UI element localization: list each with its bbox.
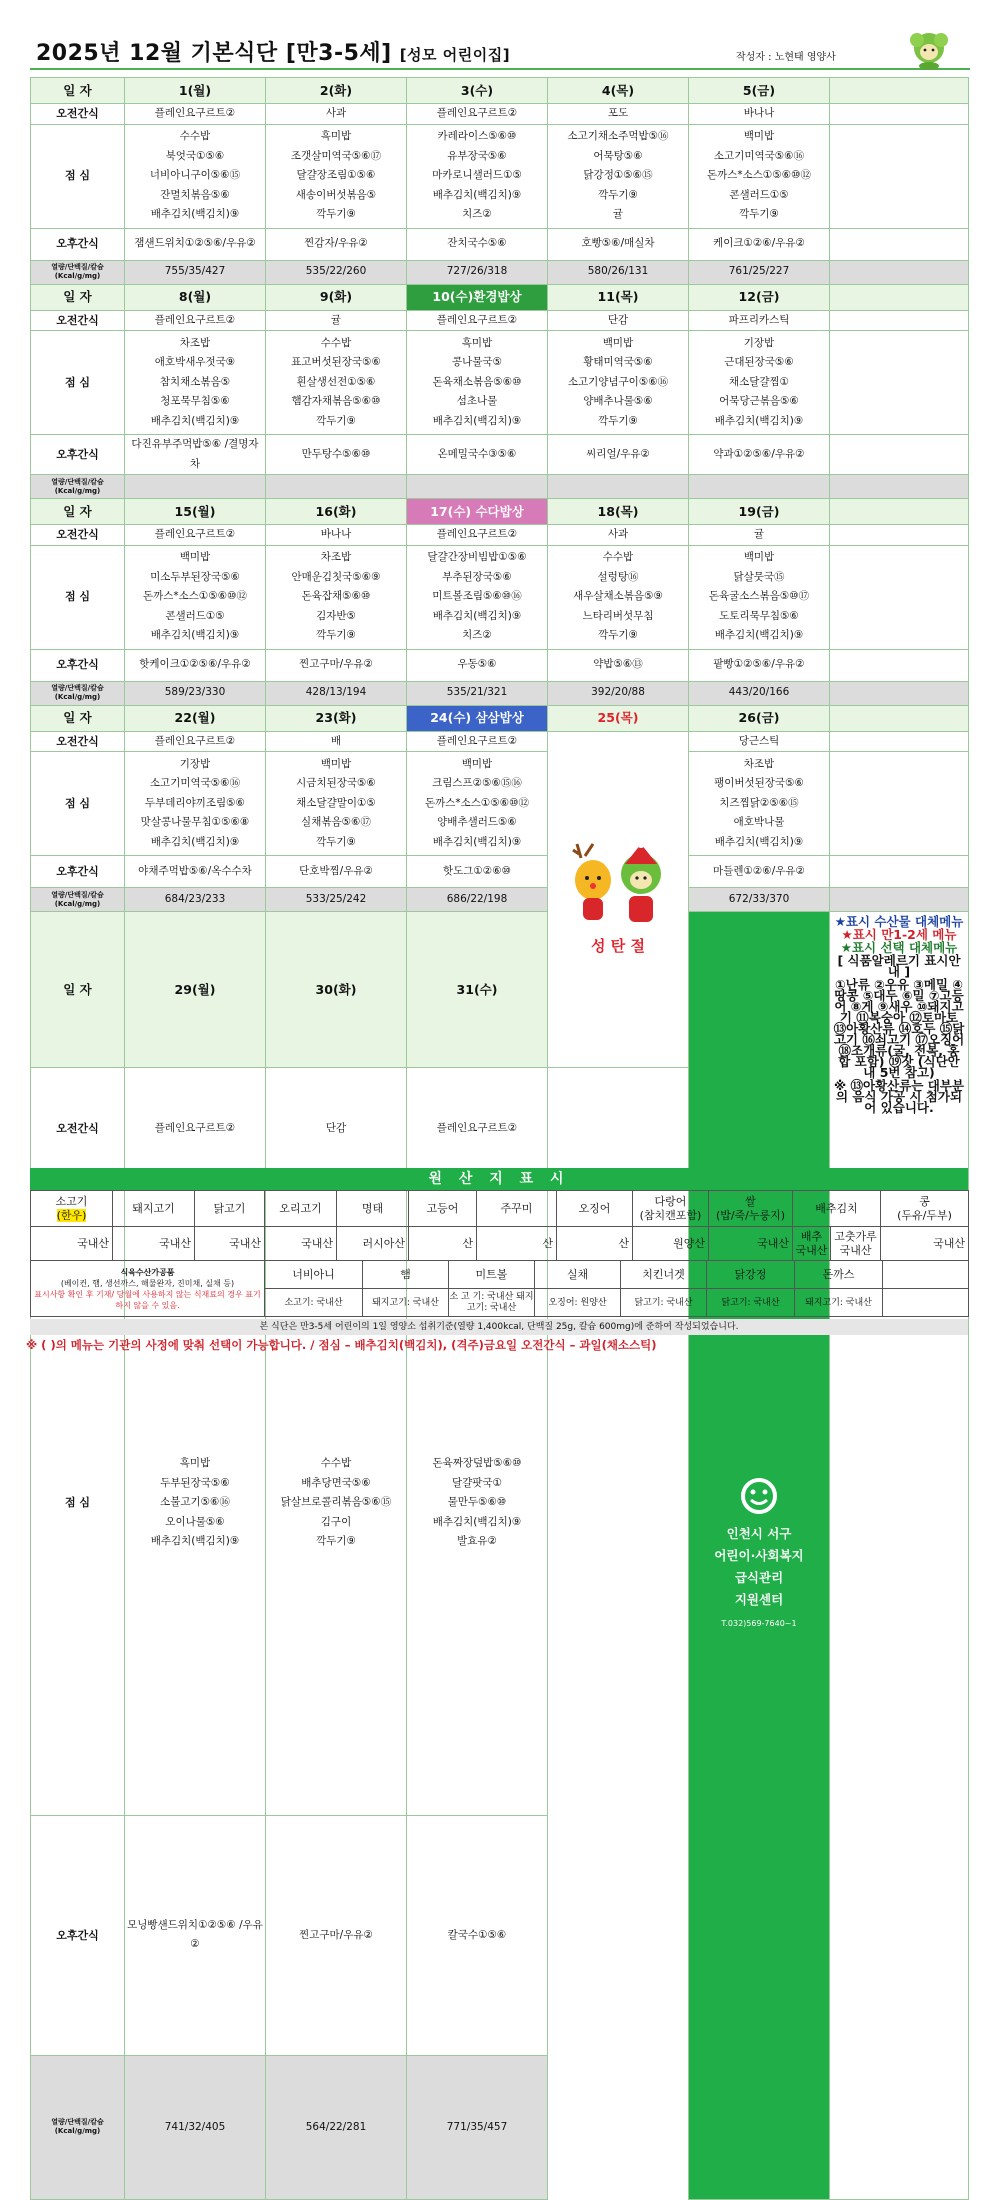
lunch-item: 부추된장국⑤⑥	[442, 570, 512, 583]
lunch-item: 근대된장국⑤⑥	[724, 356, 794, 369]
center-name: 급식관리	[734, 1570, 784, 1585]
lunch-item: 백미밥	[743, 551, 775, 564]
lunch-row: 점 심 백미밥 미소두부된장국⑤⑥ 돈까스*소스①⑤⑥⑩⑫ 콘샐러드①⑤ 배추김치(백김치)⑨ 차조밥 안매운김칫국⑤⑥⑨ 돈육잡채⑤⑥⑩ 김자반⑤ 깍두기⑨ 달걀간장비빔밥①⑤⑥ 부추된장국⑤⑥ 미트볼조림⑤⑥⑩⑯ 배추김치(백김치)⑨ 치즈② 수수밥 설렁탕⑯ 새우살채소볶음⑤⑨ 느타리버섯무침 깍두기⑨ 백미밥 닭살뭇국⑮ 돈육굴소스볶음⑤⑩⑰ 도토리묵무침⑤⑥ 배추김치(백김치)⑨	[31, 545, 969, 649]
lunch-item: 양배추나물⑤⑥	[583, 395, 653, 408]
lunch-item: 백미밥	[461, 757, 493, 770]
lunch-cell	[689, 124, 830, 228]
lunch-item: 수수밥	[602, 551, 634, 564]
lunch-row: 점 심 기장밥 소고기미역국⑤⑥⑯ 두부데리야끼조림⑤⑥ 맛살콩나물무침①⑤⑥⑧ 배추김치(백김치)⑨ 백미밥 시금치된장국⑤⑥ 채소달걀말이①⑤ 실채볶음⑤⑥⑰ 깍두기⑨ 백미밥 크림스프②⑤⑥⑮⑯ 돈까스*소스①⑤⑥⑩⑫ 양배추샐러드⑤⑥ 배추김치(백김치)⑨ 차조밥 팽이버섯된장국⑤⑥ 치즈찜닭②⑤⑥⑮ 애호박나물 배추김치(백김치)⑨	[31, 752, 969, 856]
pm-snack-cell: 씨리얼/우유②	[548, 435, 689, 475]
lunch-cell	[266, 545, 407, 649]
calorie-cell: 589/23/330	[125, 681, 266, 705]
lunch-item: 김구이	[320, 1515, 352, 1528]
lunch-item: 소고기양념구이⑤⑥⑯	[567, 375, 669, 388]
lunch-item: 기장밥	[743, 336, 775, 349]
center-name: 어린이·사회복지	[714, 1548, 804, 1563]
lunch-item: 돈까스*소스①⑤⑥⑩⑫	[424, 796, 530, 809]
allergy-notes: ★표시 수산물 대체메뉴 ★표시 만1-2세 메뉴 ★표시 선택 대체메뉴 [ 식품알레르기 표시안내 ] ①난류 ②우유 ③메밀 ④땅콩 ⑤대두 ⑥밀 ⑦고등어 ⑧게 ⑨새우 ⑩돼지고기 ⑪복숭아 ⑫토마토 ⑬아황산류 ⑭호두 ⑮닭고기 ⑯쇠고기 ⑰오징어 ⑱조개류(굴, 전복, 홍합 포함) ⑲잣 (식단안내 5번 참고) ※ ⑬아황산류는 대부분의 음식 가공 시 첨가되어 있습니다.	[830, 912, 969, 2200]
kimchi-pepper: 고춧가루 국내산	[831, 1227, 881, 1261]
center-phone: T.032)569-7640~1	[721, 1619, 797, 1628]
lunch-cell	[689, 331, 830, 435]
lunch-item: 참치채소볶음⑤	[159, 375, 231, 388]
day-cell: 19(금)	[689, 499, 830, 525]
lunch-item: 소불고기⑤⑥⑯	[160, 1496, 230, 1509]
lunch-item: 맛살콩나물무침①⑤⑥⑧	[140, 816, 250, 829]
calorie-cell: 428/13/194	[266, 681, 407, 705]
am-snack-cell: 플레인요구르트②	[407, 310, 548, 331]
day-label: 일 자	[31, 284, 125, 310]
pm-snack-cell: 온메밀국수③⑤⑥	[407, 435, 548, 475]
page-title: 2025년 12월 기본식단 [만3-5세] [성모 어린이집]	[36, 41, 511, 66]
lunch-item: 돈까스*소스①⑤⑥⑩⑫	[142, 590, 248, 603]
lunch-row: 점 심 차조밥 애호박새우젓국⑨ 참치채소볶음⑤ 청포묵무침⑤⑥ 배추김치(백김치)⑨ 수수밥 표고버섯된장국⑤⑥ 흰살생선전①⑤⑥ 햄감자채볶음⑤⑥⑩ 깍두기⑨ 흑미밥 콩나물국⑤ 돈육채소볶음⑤⑥⑩ 섬초나물 배추김치(백김치)⑨ 백미밥 황태미역국⑤⑥ 소고기양념구이⑤⑥⑯ 양배추나물⑤⑥ 깍두기⑨ 기장밥 근대된장국⑤⑥ 채소달걀찜① 어묵당근볶음⑤⑥ 배추김치(백김치)⑨	[31, 331, 969, 435]
lunch-item: 기장밥	[179, 757, 211, 770]
day-cell: 1(월)	[125, 78, 266, 104]
pm-snack-cell: 케이크①②⑥/우유②	[689, 228, 830, 260]
lunch-item: 청포묵무침⑤⑥	[160, 395, 230, 408]
pm-snack-cell: 모닝빵샌드위치①②⑤⑥ /우유②	[125, 1815, 266, 2055]
lunch-item: 수수밥	[179, 130, 211, 143]
lunch-item: 달걀팟국①	[452, 1476, 502, 1489]
lunch-item: 치즈②	[462, 208, 492, 221]
lunch-item: 마카로니샐러드①⑤	[432, 169, 522, 182]
nutrition-note: 본 식단은 만3-5세 어린이의 1일 영양소 섭취기준(열량 1,400kcal, 단백질 25g, 칼슘 600mg)에 준하여 작성되었습니다.	[30, 1319, 968, 1335]
am-snack-cell: 플레인요구르트②	[125, 310, 266, 331]
lunch-item: 표고버섯된장국⑤⑥	[291, 356, 381, 369]
lunch-item: 백미밥	[320, 757, 352, 770]
lunch-item: 북엇국①⑤⑥	[165, 149, 225, 162]
lunch-item: 치즈②	[462, 629, 492, 642]
calorie-cell: 755/35/427	[125, 260, 266, 284]
lunch-item: 새우살채소볶음⑤⑨	[573, 590, 663, 603]
mascot-icon	[905, 30, 953, 70]
calorie-cell: 686/22/198	[407, 888, 548, 912]
day-cell: 24(수) 삼삼밥상	[407, 705, 548, 731]
pm-snack-cell: 마들렌①②⑥/우유②	[689, 856, 830, 888]
lunch-item: 발효유②	[457, 1535, 497, 1548]
lunch-item: 돈육짜장덮밥⑤⑥⑩	[432, 1457, 522, 1470]
am-snack-cell: 플레인요구르트②	[125, 1068, 266, 1191]
day-cell: 9(화)	[266, 284, 407, 310]
lunch-cell	[548, 124, 689, 228]
lunch-item: 물만두⑤⑥⑩	[447, 1496, 507, 1509]
lunch-item: 소고기미역국⑤⑥⑯	[149, 777, 241, 790]
lunch-item: 돈육잡채⑤⑥⑩	[301, 590, 371, 603]
am-snack-cell: 바나나	[689, 104, 830, 125]
calorie-cell: 535/21/321	[407, 681, 548, 705]
calorie-row: 열량/단백질/칼슘 (Kcal/g/mg) 589/23/330 428/13/194 535/21/321 392/20/88 443/20/166	[31, 681, 969, 705]
am-snack-cell: 사과	[548, 525, 689, 546]
lunch-item: 시금치된장국⑤⑥	[296, 777, 376, 790]
lunch-item: 깍두기⑨	[598, 414, 638, 427]
am-snack-cell: 사과	[266, 104, 407, 125]
lunch-item: 황태미역국⑤⑥	[583, 356, 653, 369]
lunch-item: 깍두기⑨	[598, 188, 638, 201]
day-row	[31, 284, 969, 310]
day-cell: 30(화)	[266, 912, 407, 1068]
calorie-cell: 684/23/233	[125, 888, 266, 912]
day-label: 일 자	[31, 912, 125, 1068]
lunch-item: 돈육채소볶음⑤⑥⑩	[432, 375, 522, 388]
pm-snack-cell: 약과①②⑤⑥/우유②	[689, 435, 830, 475]
pm-snack-cell: 팥빵①②⑤⑥/우유②	[689, 649, 830, 681]
calorie-cell: 771/35/457	[407, 2055, 548, 2199]
pm-snack-cell: 야채주먹밥⑤⑥/옥수수차	[125, 856, 266, 888]
lunch-item: 너비아니구이⑤⑥⑮	[149, 169, 241, 182]
pm-snack-cell: 핫도그①②⑥⑩	[407, 856, 548, 888]
lunch-item: 카레라이스⑤⑥⑩	[437, 130, 517, 143]
pm-snack-cell: 잼샌드위치①②⑤⑥/우유②	[125, 228, 266, 260]
lunch-cell	[125, 331, 266, 435]
lunch-item: 느타리버섯무침	[582, 609, 654, 622]
day-row	[31, 912, 969, 1068]
pm-snack-row: 오후간식 야채주먹밥⑤⑥/옥수수차 단호박찜/우유② 핫도그①②⑥⑩ 마들렌①②⑥/우유②	[31, 856, 969, 888]
center-name: 인천시 서구	[726, 1526, 792, 1541]
lunch-cell	[407, 545, 548, 649]
lunch-cell	[407, 124, 548, 228]
lunch-item: 배추김치(백김치)⑨	[714, 835, 804, 848]
lunch-item: 깍두기⑨	[316, 629, 356, 642]
lunch-cell	[407, 752, 548, 856]
calorie-cell	[689, 475, 830, 499]
calorie-cell: 672/33/370	[689, 888, 830, 912]
selection-note: ※ ( )의 메뉴는 기관의 사정에 맞춰 선택이 가능합니다. / 점심 – 배추김치(백김치), (격주)금요일 오전간식 – 과일(채소스틱)	[26, 1338, 657, 1352]
calorie-cell	[407, 475, 548, 499]
calorie-row: 열량/단백질/칼슘 (Kcal/g/mg)	[31, 475, 969, 499]
day-cell: 15(월)	[125, 499, 266, 525]
am-snack-row: 오전간식 플레인요구르트② 단감 플레인요구르트②	[31, 1068, 969, 1191]
am-snack-cell: 파프리카스틱	[689, 310, 830, 331]
am-snack-cell: 플레인요구르트②	[125, 104, 266, 125]
lunch-item: 배추김치(백김치)⑨	[432, 609, 522, 622]
am-snack-cell: 귤	[266, 310, 407, 331]
calorie-cell: 727/26/318	[407, 260, 548, 284]
lunch-cell	[548, 545, 689, 649]
lunch-cell	[266, 752, 407, 856]
am-snack-row: 오전간식 플레인요구르트② 사과 플레인요구르트② 포도 바나나	[31, 104, 969, 125]
lunch-item: 배추김치(백김치)⑨	[432, 414, 522, 427]
lunch-cell	[125, 124, 266, 228]
lunch-item: 어묵당근볶음⑤⑥	[719, 395, 799, 408]
lunch-item: 오이나물⑤⑥	[165, 1515, 225, 1528]
lunch-row: 점 심 수수밥 북엇국①⑤⑥ 너비아니구이⑤⑥⑮ 잔멸치볶음⑤⑥ 배추김치(백김치)⑨ 흑미밥 조갯살미역국⑤⑥⑰ 달걀장조림①⑤⑥ 새송이버섯볶음⑤ 깍두기⑨ 카레라이스⑤⑥⑩ 유부장국⑤⑥ 마카로니샐러드①⑤ 배추김치(백김치)⑨ 치즈② 소고기채소주먹밥⑤⑯ 어묵탕⑤⑥ 닭강정①⑤⑥⑮ 깍두기⑨ 귤 백미밥 소고기미역국⑤⑥⑯ 돈까스*소스①⑤⑥⑩⑫ 콘샐러드①⑤ 깍두기⑨	[31, 124, 969, 228]
lunch-item: 미소두부된장국⑤⑥	[150, 570, 240, 583]
lunch-cell	[125, 545, 266, 649]
lunch-item: 새송이버섯볶음⑤	[295, 188, 377, 201]
calorie-cell: 580/26/131	[548, 260, 689, 284]
calorie-cell	[266, 475, 407, 499]
origin-rice: 쌀 (밥/죽/누룽지)	[709, 1191, 793, 1227]
lunch-item: 깍두기⑨	[316, 835, 356, 848]
lunch-cell	[125, 752, 266, 856]
calorie-cell: 443/20/166	[689, 681, 830, 705]
lunch-item: 팽이버섯된장국⑤⑥	[714, 777, 804, 790]
day-cell: 22(월)	[125, 705, 266, 731]
lunch-item: 잔멸치볶음⑤⑥	[160, 188, 230, 201]
lunch-item: 배추김치(백김치)⑨	[150, 208, 240, 221]
lunch-item: 배추김치(백김치)⑨	[150, 629, 240, 642]
lunch-row: 점 심 흑미밥 두부된장국⑤⑥ 소불고기⑤⑥⑯ 오이나물⑤⑥ 배추김치(백김치)⑨ 수수밥 배추당면국⑤⑥ 닭살브로콜리볶음⑤⑥⑮ 김구이 깍두기⑨ 돈육짜장덮밥⑤⑥⑩ 달걀팟국① 물만두⑤⑥⑩ 배추김치(백김치)⑨ 발효유②	[31, 1191, 969, 1815]
day-cell: 18(목)	[548, 499, 689, 525]
lunch-item: 닭강정①⑤⑥⑮	[583, 169, 653, 182]
lunch-item: 크림스프②⑤⑥⑮⑯	[432, 777, 522, 790]
day-row	[31, 78, 969, 104]
lunch-item: 콘샐러드①⑤	[165, 609, 225, 622]
lunch-item: 배추김치(백김치)⑨	[432, 188, 522, 201]
day-label: 일 자	[31, 705, 125, 731]
lunch-item: 달걀간장비빔밥①⑤⑥	[427, 551, 527, 564]
christmas-cell	[548, 731, 689, 1068]
calorie-row: 열량/단백질/칼슘 (Kcal/g/mg) 741/32/405 564/22/281 771/35/457	[31, 2055, 969, 2199]
lunch-item: 깍두기⑨	[316, 208, 356, 221]
lunch-item: 양배추샐러드⑤⑥	[437, 816, 517, 829]
origin-bean: 콩 (두유/두부)	[881, 1191, 969, 1227]
lunch-item: 백미밥	[179, 551, 211, 564]
calorie-row: 열량/단백질/칼슘 (Kcal/g/mg) 684/23/233 533/25/242 686/22/198 672/33/370	[31, 888, 969, 912]
lunch-cell	[266, 331, 407, 435]
am-snack-cell: 플레인요구르트②	[407, 525, 548, 546]
lunch-item: 유부장국⑤⑥	[447, 149, 507, 162]
am-snack-cell: 배	[266, 731, 407, 752]
lunch-item: 수수밥	[320, 1457, 352, 1470]
day-cell: 4(목)	[548, 78, 689, 104]
day-cell: 3(수)	[407, 78, 548, 104]
lunch-item: 닭살뭇국⑮	[733, 570, 785, 583]
page-header	[30, 30, 970, 70]
lunch-item: 실채볶음⑤⑥⑰	[301, 816, 371, 829]
day-cell: 26(금)	[689, 705, 830, 731]
lunch-item: 차조밥	[320, 551, 352, 564]
pm-snack-cell: 찐고구마/우유②	[266, 649, 407, 681]
calorie-cell: 535/22/260	[266, 260, 407, 284]
christmas-mascot-icon	[563, 840, 673, 930]
day-cell: 25(목)	[548, 705, 689, 731]
lunch-item: 귤	[612, 208, 624, 221]
lunch-item: 채소달걀찜①	[728, 375, 790, 388]
pm-snack-cell: 다진유부주먹밥⑤⑥ /결명자차	[125, 435, 266, 475]
lunch-cell	[266, 124, 407, 228]
support-center	[689, 912, 830, 2200]
author-label: 작성자 : 노현태 영양사	[736, 52, 836, 63]
day-label: 일 자	[31, 78, 125, 104]
pm-snack-cell: 우동⑤⑥	[407, 649, 548, 681]
lunch-item: 애호박나물	[733, 816, 785, 829]
pm-snack-row: 오후간식 모닝빵샌드위치①②⑤⑥ /우유② 찐고구마/우유② 칼국수①⑤⑥	[31, 1815, 969, 2055]
day-cell: 16(화)	[266, 499, 407, 525]
lunch-item: 배추김치(백김치)⑨	[432, 835, 522, 848]
lunch-item: 콩나물국⑤	[452, 356, 502, 369]
lunch-item: 깍두기⑨	[316, 414, 356, 427]
calorie-cell: 564/22/281	[266, 2055, 407, 2199]
lunch-item: 차조밥	[743, 757, 775, 770]
lunch-item: 배추김치(백김치)⑨	[150, 835, 240, 848]
am-snack-cell: 단감	[266, 1068, 407, 1191]
lunch-item: 수수밥	[320, 336, 352, 349]
day-cell: 12(금)	[689, 284, 830, 310]
am-snack-row: 오전간식 플레인요구르트② 바나나 플레인요구르트② 사과 귤	[31, 525, 969, 546]
am-snack-cell: 포도	[548, 104, 689, 125]
calorie-cell	[125, 475, 266, 499]
pm-snack-row: 오후간식 다진유부주먹밥⑤⑥ /결명자차 만두탕수⑤⑥⑩ 온메밀국수③⑤⑥ 씨리얼/우유② 약과①②⑤⑥/우유②	[31, 435, 969, 475]
lunch-item: 배추김치(백김치)⑨	[714, 414, 804, 427]
day-cell: 23(화)	[266, 705, 407, 731]
day-cell: 11(목)	[548, 284, 689, 310]
calorie-cell: 761/25/227	[689, 260, 830, 284]
pm-snack-cell: 찐고구마/우유②	[266, 1815, 407, 2055]
lunch-item: 두부데리야끼조림⑤⑥	[145, 796, 245, 809]
origin-table: 소고기 (한우) 돼지고기 닭고기 오리고기 명태 고등어 주꾸미 오징어 다랑어 (참치캔포함) 쌀 (밥/죽/누룽지) 배추김치 콩 (두유/두부) 국내산 국내산 국내산 국내산 러시아산 산 산 산 원양산 국내산 배추 국내산 고춧가루 국내산 국내산	[30, 1190, 969, 1261]
lunch-item: 흑미밥	[461, 336, 493, 349]
lunch-item: 소고기미역국⑤⑥⑯	[713, 149, 805, 162]
center-name: 지원센터	[734, 1592, 784, 1607]
lunch-item: 배추김치(백김치)⑨	[150, 414, 240, 427]
calorie-cell: 741/32/405	[125, 2055, 266, 2199]
day-row	[31, 705, 969, 731]
calorie-cell	[548, 475, 689, 499]
pm-snack-cell: 약밥⑤⑥⑬	[548, 649, 689, 681]
day-cell: 29(월)	[125, 912, 266, 1068]
lunch-item: 섬초나물	[456, 395, 498, 408]
lunch-item: 채소달걀말이①⑤	[296, 796, 376, 809]
lunch-item: 애호박새우젓국⑨	[154, 356, 236, 369]
lunch-item: 흑미밥	[179, 1457, 211, 1470]
lunch-item: 차조밥	[179, 336, 211, 349]
pm-snack-cell: 핫케이크①②⑤⑥/우유②	[125, 649, 266, 681]
pm-snack-cell: 찐감자/우유②	[266, 228, 407, 260]
am-snack-cell: 단감	[548, 310, 689, 331]
lunch-item: 어묵탕⑤⑥	[593, 149, 643, 162]
facility-name: [성모 어린이집]	[399, 46, 511, 64]
am-snack-cell: 바나나	[266, 525, 407, 546]
calorie-cell: 533/25/242	[266, 888, 407, 912]
processed-label: 식육수산가공품 (베이컨, 햄, 생선까스, 해물완자, 진미채, 실채 등) 표시사항 확인 후 기재/ 당월에 사용하지 않는 식재료의 경우 표기하지 않을 수 있음.	[31, 1261, 265, 1317]
am-snack-cell: 플레인요구르트②	[407, 1068, 548, 1191]
lunch-cell	[689, 752, 830, 856]
lunch-item: 배추김치(백김치)⑨	[150, 1535, 240, 1548]
lunch-cell	[407, 331, 548, 435]
lunch-item: 배추당면국⑤⑥	[301, 1476, 371, 1489]
pm-snack-cell: 호빵⑤⑥/매실차	[548, 228, 689, 260]
am-snack-row: 오전간식 플레인요구르트② 배 플레인요구르트② 성 탄 절 당근스틱	[31, 731, 969, 752]
lunch-item: 백미밥	[602, 336, 634, 349]
am-snack-cell: 플레인요구르트②	[407, 731, 548, 752]
am-snack-cell: 플레인요구르트②	[407, 104, 548, 125]
am-snack-cell: 플레인요구르트②	[125, 731, 266, 752]
lunch-item: 미트볼조림⑤⑥⑩⑯	[432, 590, 522, 603]
lunch-item: 조갯살미역국⑤⑥⑰	[290, 149, 382, 162]
lunch-cell	[548, 331, 689, 435]
lunch-item: 깍두기⑨	[598, 629, 638, 642]
pm-snack-cell: 칼국수①⑤⑥	[407, 1815, 548, 2055]
am-snack-cell: 귤	[689, 525, 830, 546]
smile-logo-icon	[739, 1476, 779, 1516]
pm-snack-cell: 잔치국수⑤⑥	[407, 228, 548, 260]
am-snack-row: 오전간식 플레인요구르트② 귤 플레인요구르트② 단감 파프리카스틱	[31, 310, 969, 331]
lunch-item: 두부된장국⑤⑥	[160, 1476, 230, 1489]
day-cell: 8(월)	[125, 284, 266, 310]
calorie-cell: 392/20/88	[548, 681, 689, 705]
day-cell: 17(수) 수다밥상	[407, 499, 548, 525]
pm-snack-row: 오후간식 잼샌드위치①②⑤⑥/우유② 찐감자/우유② 잔치국수⑤⑥ 호빵⑤⑥/매실차 케이크①②⑥/우유②	[31, 228, 969, 260]
pm-snack-cell: 만두탕수⑤⑥⑩	[266, 435, 407, 475]
day-row	[31, 499, 969, 525]
lunch-item: 김자반⑤	[316, 609, 356, 622]
processed-table: 식육수산가공품 (베이컨, 햄, 생선까스, 해물완자, 진미채, 실채 등) 표시사항 확인 후 기재/ 당월에 사용하지 않는 식재료의 경우 표기하지 않을 수 있음. 너비아니 햄 미트볼 실채 치킨너겟 닭강정 돈까스 소고기: 국내산 돼지고기: 국내산 소 고 기: 국내산 돼지고기: 국내산 오징어: 원양산 닭고기: 국내산 닭고기: 국내산 돼지고기: 국내산	[30, 1260, 969, 1317]
day-cell: 2(화)	[266, 78, 407, 104]
day-label: 일 자	[31, 499, 125, 525]
lunch-item: 배추김치(백김치)⑨	[432, 1515, 522, 1528]
day-cell: 31(수)	[407, 912, 548, 1068]
origin-beef: 소고기 (한우)	[31, 1191, 113, 1227]
pm-snack-cell: 단호박찜/우유②	[266, 856, 407, 888]
lunch-item: 돈육굴소스볶음⑤⑩⑰	[708, 590, 810, 603]
am-snack-cell: 당근스틱	[689, 731, 830, 752]
lunch-item: 배추김치(백김치)⑨	[714, 629, 804, 642]
lunch-item: 돈까스*소스①⑤⑥⑩⑫	[706, 169, 812, 182]
day-cell: 5(금)	[689, 78, 830, 104]
am-snack-cell: 플레인요구르트②	[125, 525, 266, 546]
lunch-item: 안매운김칫국⑤⑥⑨	[291, 570, 381, 583]
lunch-item: 백미밥	[743, 130, 775, 143]
holiday-label: 성 탄 절	[591, 937, 645, 956]
lunch-item: 깍두기⑨	[739, 208, 779, 221]
lunch-item: 소고기채소주먹밥⑤⑯	[567, 130, 669, 143]
lunch-item: 흑미밥	[320, 130, 352, 143]
lunch-item: 설렁탕⑯	[597, 570, 639, 583]
lunch-item: 닭살브로콜리볶음⑤⑥⑮	[280, 1496, 392, 1509]
lunch-item: 도토리묵무침⑤⑥	[719, 609, 799, 622]
lunch-item: 치즈찜닭②⑤⑥⑮	[719, 796, 799, 809]
kimchi-cell: 배추 국내산	[793, 1227, 831, 1261]
lunch-item: 햄감자채볶음⑤⑥⑩	[291, 395, 381, 408]
pm-snack-row: 오후간식 핫케이크①②⑤⑥/우유② 찐고구마/우유② 우동⑤⑥ 약밥⑤⑥⑬ 팥빵①②⑤⑥/우유②	[31, 649, 969, 681]
origin-title: 원 산 지 표 시	[30, 1168, 968, 1190]
lunch-item: 달걀장조림①⑤⑥	[296, 169, 376, 182]
menu-table	[30, 77, 969, 2200]
calorie-row: 열량/단백질/칼슘 (Kcal/g/mg) 755/35/427 535/22/260 727/26/318 580/26/131 761/25/227	[31, 260, 969, 284]
lunch-item: 콘샐러드①⑤	[729, 188, 789, 201]
day-cell: 10(수)환경밥상	[407, 284, 548, 310]
lunch-item: 깍두기⑨	[316, 1535, 356, 1548]
lunch-item: 흰살생선전①⑤⑥	[296, 375, 376, 388]
origin-tuna: 다랑어 (참치캔포함)	[633, 1191, 709, 1227]
lunch-cell	[689, 545, 830, 649]
